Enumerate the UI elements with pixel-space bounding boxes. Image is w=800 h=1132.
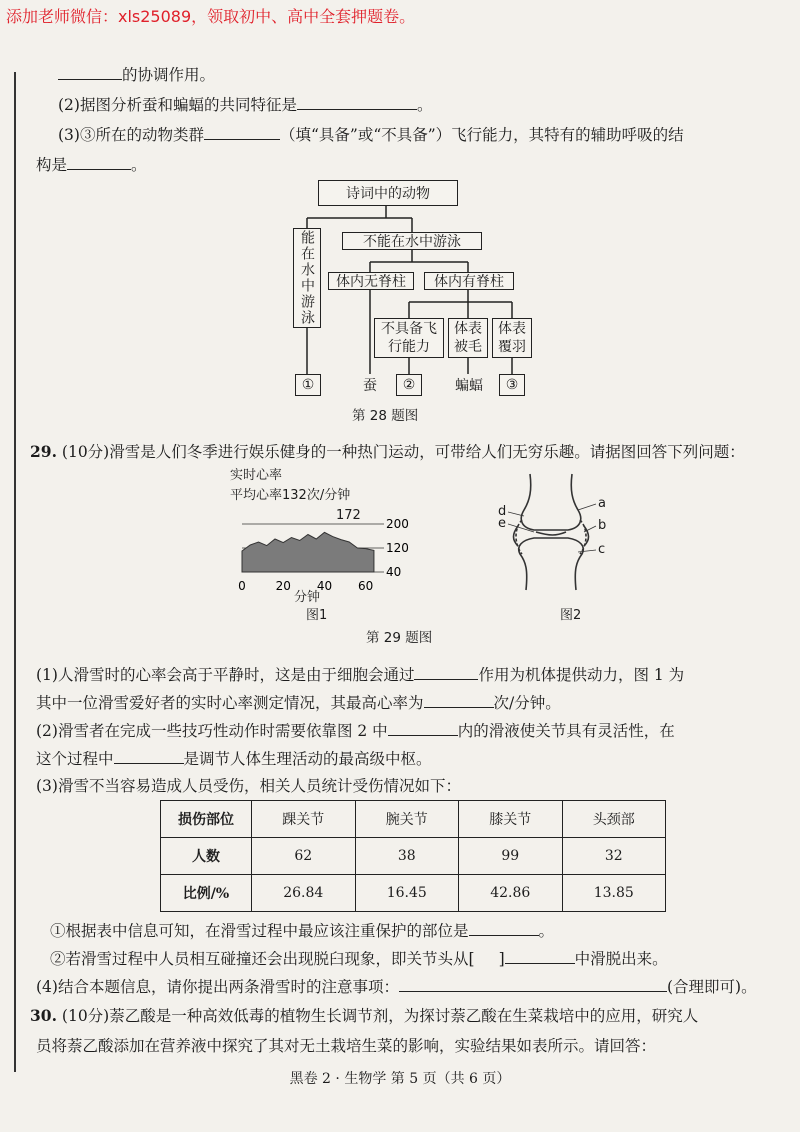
- table-row: [161, 801, 666, 838]
- answer-blank[interactable]: [297, 94, 417, 110]
- joint-diagram: [494, 470, 614, 600]
- fig1-subtitle: 平均心率132次/分钟: [230, 488, 351, 503]
- joint-label-c: c: [598, 542, 606, 557]
- fig2-caption: 图2: [560, 608, 582, 623]
- q28-line3: (3)③所在的动物类群 （填“具备”或“不具备”）飞行能力，其特有的辅助呼吸的结: [58, 126, 684, 144]
- q29-p2-line1: (2)滑雪者在完成一些技巧性动作时需要依靠图 2 中 内的滑液使关节具有灵活性，在: [36, 722, 675, 740]
- heart-rate-chart: [236, 508, 416, 618]
- page-footer: 黑卷 2 · 生物学 第 5 页（共 6 页）: [289, 1071, 511, 1087]
- fig1-peak-label: 172: [336, 508, 361, 523]
- answer-blank[interactable]: [424, 692, 494, 708]
- figure-28-caption: 第 28 题图: [352, 408, 419, 424]
- diagram-cannot-fly: 不具备飞行能力: [374, 318, 444, 358]
- diagram-root: 诗词中的动物: [318, 180, 458, 206]
- q29-p3: (3)滑雪不当容易造成人员受伤，相关人员统计受伤情况如下：: [36, 777, 461, 795]
- q29-p2-line2: 这个过程中 是调节人体生理活动的最高级中枢。: [36, 750, 432, 768]
- table-header: 腕关节: [355, 801, 459, 838]
- table-cell: 比例/%: [161, 875, 252, 912]
- answer-blank[interactable]: [469, 920, 539, 936]
- q29-s2: ②若滑雪过程中人员相互碰撞还会出现脱臼现象，即关节头从[ ] 中滑脱出来。: [50, 950, 668, 968]
- x-tick-label: 0: [238, 579, 246, 593]
- q29-s1: ①根据表中信息可知，在滑雪过程中最应该注重保护的部位是 。: [50, 922, 555, 940]
- margin-rule: [14, 72, 16, 1072]
- diagram-feather: 体表覆羽: [492, 318, 532, 358]
- figure-29-caption: 第 29 题图: [366, 630, 433, 646]
- heart-rate-area: [242, 532, 374, 572]
- diagram-leaf-bat: 蝙蝠: [455, 378, 483, 394]
- table-row: [161, 875, 666, 912]
- answer-blank[interactable]: [388, 720, 458, 736]
- x-tick-label: 20: [275, 579, 291, 593]
- diagram-no-vertebra: 体内无脊柱: [328, 272, 414, 290]
- diagram-leaf-1: ①: [295, 374, 321, 396]
- q29-intro: 29. (10分)滑雪是人们冬季进行娱乐健身的一种热门运动，可带给人们无穷乐趣。请据图回答下列问题：: [30, 442, 745, 461]
- x-tick-label: 60: [358, 579, 374, 593]
- q30-line1: 30. (10分)萘乙酸是一种高效低毒的植物生长调节剂，为探讨萘乙酸在生菜栽培中的应用，研究人: [30, 1006, 699, 1025]
- joint-label-d: d: [498, 504, 507, 519]
- table-cell: 38: [355, 838, 459, 875]
- diagram-leaf-2: ②: [396, 374, 422, 396]
- table-cell: 16.45: [355, 875, 459, 912]
- fig1-xlabel: 分钟: [294, 590, 321, 605]
- table-cell: 人数: [161, 838, 252, 875]
- joint-label-e: e: [498, 516, 506, 531]
- diagram-leaf-3: ③: [499, 374, 525, 396]
- q28-line1: 的协调作用。: [58, 64, 798, 85]
- table-header: 损伤部位: [161, 801, 252, 838]
- answer-blank[interactable]: [67, 154, 131, 170]
- answer-blank[interactable]: [114, 748, 184, 764]
- table-cell: 26.84: [252, 875, 356, 912]
- fig1-title: 实时心率: [230, 468, 283, 483]
- answer-blank[interactable]: [399, 976, 667, 992]
- diagram-vertebra: 体内有脊柱: [424, 272, 514, 290]
- table-cell: 32: [562, 838, 666, 875]
- injury-table: [160, 800, 666, 912]
- q28-line2: (2)据图分析蚕和蝙蝠的共同特征是 。: [58, 96, 433, 114]
- table-header: 踝关节: [252, 801, 356, 838]
- table-cell: 99: [459, 838, 563, 875]
- q28-line4: 构是 。: [36, 156, 147, 174]
- fig1-caption: 图1: [306, 608, 328, 623]
- diagram-noswim: 不能在水中游泳: [342, 232, 482, 250]
- x-tick-label: 40: [316, 579, 333, 593]
- y-tick-label: 40: [386, 565, 402, 579]
- q29-p4: (4)结合本题信息，请你提出两条滑雪时的注意事项： (合理即可)。: [36, 978, 757, 996]
- q30-line2: 员将萘乙酸添加在营养液中探究了其对无土栽培生菜的影响，实验结果如表所示。请回答：: [36, 1037, 657, 1055]
- answer-blank[interactable]: [204, 124, 280, 140]
- promo-banner: 添加老师微信：xls25089，领取初中、高中全套押题卷。: [6, 7, 416, 26]
- answer-blank[interactable]: [58, 64, 122, 80]
- joint-label-b: b: [598, 518, 607, 533]
- diagram-leaf-silkworm: 蚕: [363, 378, 377, 394]
- table-header: 膝关节: [459, 801, 563, 838]
- table-header: 头颈部: [562, 801, 666, 838]
- y-tick-label: 200: [386, 517, 409, 531]
- answer-blank[interactable]: [414, 664, 478, 680]
- table-cell: 62: [252, 838, 356, 875]
- q29-p1-line1: (1)人滑雪时的心率会高于平静时，这是由于细胞会通过 作用为机体提供动力，图 1 为: [36, 666, 685, 684]
- diagram-fur: 体表被毛: [448, 318, 488, 358]
- diagram-swim: 能在水中游泳: [293, 228, 321, 328]
- table-row: [161, 838, 666, 875]
- table-cell: 13.85: [562, 875, 666, 912]
- joint-label-a: a: [598, 496, 606, 511]
- table-cell: 42.86: [459, 875, 563, 912]
- y-tick-label: 120: [386, 541, 409, 555]
- answer-blank[interactable]: [505, 948, 575, 964]
- q29-p1-line2: 其中一位滑雪爱好者的实时心率测定情况，其最高心率为 次/分钟。: [36, 694, 561, 712]
